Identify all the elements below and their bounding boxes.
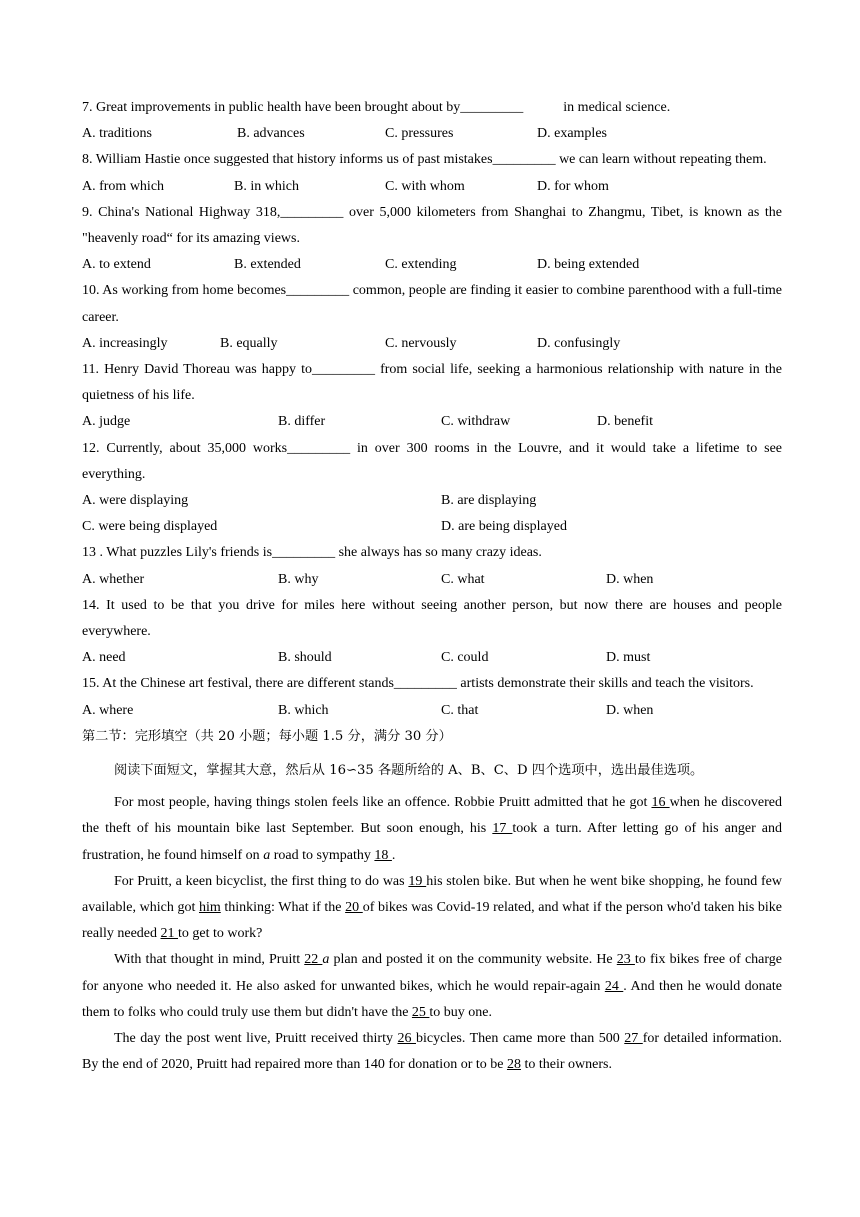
option-b: B. which	[278, 702, 329, 718]
question-7: 7. Great improvements in public health have been brought about by_________ in medical science.	[82, 100, 671, 115]
option-c: C. nervously	[385, 335, 457, 351]
blank-16: 16	[651, 795, 670, 811]
options-11	[82, 409, 782, 435]
option-d: D. for whom	[537, 178, 609, 194]
options-12-row1	[82, 488, 782, 514]
option-b: B. differ	[278, 414, 326, 430]
option-a: A. where	[82, 702, 134, 718]
answer-blank: _________	[393, 676, 457, 692]
answer-blank: _________	[460, 100, 524, 115]
question-14: 14. It used to be that you drive for miles here without seeing another person, but now there are houses and people everywhere.	[82, 597, 782, 639]
option-c: C. were being displayed	[82, 519, 218, 535]
passage-paragraph-1: For most people, having things stolen feels like an offence. Robbie Pruitt admitted that he got 16 when he discovered the theft of his mountain bike last September. But soon enough, his 17 took a turn. After letting go of his anger and frustration, he found himself on a road to sympathy 18 .	[82, 795, 783, 863]
option-b: B. in which	[234, 178, 299, 194]
answer-blank: _________	[280, 204, 344, 220]
blank-27: 27	[624, 1030, 643, 1046]
passage-paragraph-3: With that thought in mind, Pruitt 22 a plan and posted it on the community website. He 23 to fix bikes free of charge for anyone who needed it. He also asked for unwanted bikes, which he would repair-again 24 . And then he would donate them to folks who could truly use them but didn't have the 25 to buy one.	[82, 952, 783, 1020]
section-title: 第二节：完形填空（共 20 小题；每小题 1.5 分，满分 30 分）	[82, 728, 452, 744]
option-d: D. are being displayed	[441, 519, 567, 535]
option-c: C. what	[441, 571, 485, 587]
blank-21: 21	[160, 926, 179, 942]
option-c: C. with whom	[385, 178, 465, 194]
question-8: 8. William Hastie once suggested that history informs us of past mistakes_________ we can learn without repeating them.	[82, 152, 767, 168]
question-13: 13 . What puzzles Lily's friends is_________ she always has so many crazy ideas.	[82, 545, 542, 561]
section-instruction: 阅读下面短文，掌握其大意，然后从 16∽35 各题所给的 A、B、C、D 四个选项中，选出最佳选项。	[114, 762, 704, 778]
question-10: 10. As working from home becomes_________ common, people are finding it easier to combine parenthood with a full-time career.	[82, 283, 782, 325]
options-14	[82, 645, 782, 671]
options-10	[82, 331, 782, 357]
option-d: D. when	[606, 702, 654, 718]
question-9: 9. China's National Highway 318,_________ over 5,000 kilometers from Shanghai to Zhangmu, Tibet, is known as the "heavenly road“ for its amazing views.	[82, 204, 782, 246]
option-b: B. equally	[220, 335, 278, 351]
blank-25: 25	[411, 1004, 430, 1020]
option-d: D. examples	[537, 126, 607, 142]
options-13	[82, 567, 782, 593]
options-7	[82, 121, 782, 147]
option-a: A. from which	[82, 178, 165, 194]
passage-paragraph-2: For Pruitt, a keen bicyclist, the first thing to do was 19 his stolen bike. But when he went bike shopping, he found few available, which got him thinking: What if the 20 of bikes was Covid-19 related, and what if the person who'd taken his bike really needed 21 to get to work?	[82, 873, 783, 942]
exam-page	[82, 95, 782, 1078]
blank-23: 23	[616, 952, 635, 968]
blank-24: 24	[604, 978, 624, 994]
answer-blank: _________	[272, 545, 336, 561]
option-b: B. why	[278, 571, 319, 587]
options-8	[82, 174, 782, 200]
blank-20: 20	[345, 899, 363, 915]
answer-blank: _________	[492, 152, 556, 168]
passage-paragraph-4: The day the post went live, Pruitt received thirty 26 bicycles. Then came more than 500 27 for detailed information. By the end of 2020, Pruitt had repaired more than 140 for donation or to be 28 to their owners.	[82, 1030, 782, 1073]
option-b: B. extended	[234, 257, 301, 273]
answer-blank: _________	[286, 283, 350, 299]
options-15	[82, 698, 782, 724]
option-c: C. extending	[385, 257, 457, 273]
option-c: C. pressures	[385, 126, 454, 142]
blank-28: 28	[506, 1057, 521, 1073]
option-b: B. advances	[237, 126, 305, 142]
option-c: C. could	[441, 650, 489, 666]
answer-blank: _________	[287, 440, 351, 456]
question-15: 15. At the Chinese art festival, there are different stands_________ artists demonstrate their skills and teach the visitors.	[82, 676, 754, 692]
option-b: B. are displaying	[441, 492, 537, 508]
option-a: A. traditions	[82, 126, 152, 142]
option-a: A. judge	[82, 414, 131, 430]
option-d: D. benefit	[597, 414, 653, 430]
option-a: A. need	[82, 650, 126, 666]
blank-22: 22	[304, 952, 323, 968]
option-d: D. when	[606, 571, 654, 587]
option-c: C. that	[441, 702, 479, 718]
question-11: 11. Henry David Thoreau was happy to_________ from social life, seeking a harmonious relationship with nature in the quietness of his life.	[82, 361, 782, 404]
question-12: 12. Currently, about 35,000 works_________ in over 300 rooms in the Louvre, and it would take a lifetime to see everything.	[82, 440, 783, 482]
option-c: C. withdraw	[441, 414, 511, 430]
options-9	[82, 252, 782, 278]
option-a: A. to extend	[82, 257, 151, 273]
option-d: D. being extended	[537, 257, 640, 273]
blank-18: 18	[374, 847, 392, 863]
blank-17: 17	[492, 821, 513, 837]
blank-19: 19	[408, 873, 427, 889]
option-b: B. should	[278, 650, 332, 666]
options-12-row2	[82, 514, 782, 540]
option-d: D. must	[606, 650, 651, 666]
option-a: A. increasingly	[82, 335, 168, 351]
answer-blank: _________	[311, 361, 375, 377]
blank-26: 26	[397, 1030, 416, 1046]
option-a: A. whether	[82, 571, 145, 587]
option-d: D. confusingly	[537, 335, 621, 351]
option-a: A. were displaying	[82, 492, 189, 508]
